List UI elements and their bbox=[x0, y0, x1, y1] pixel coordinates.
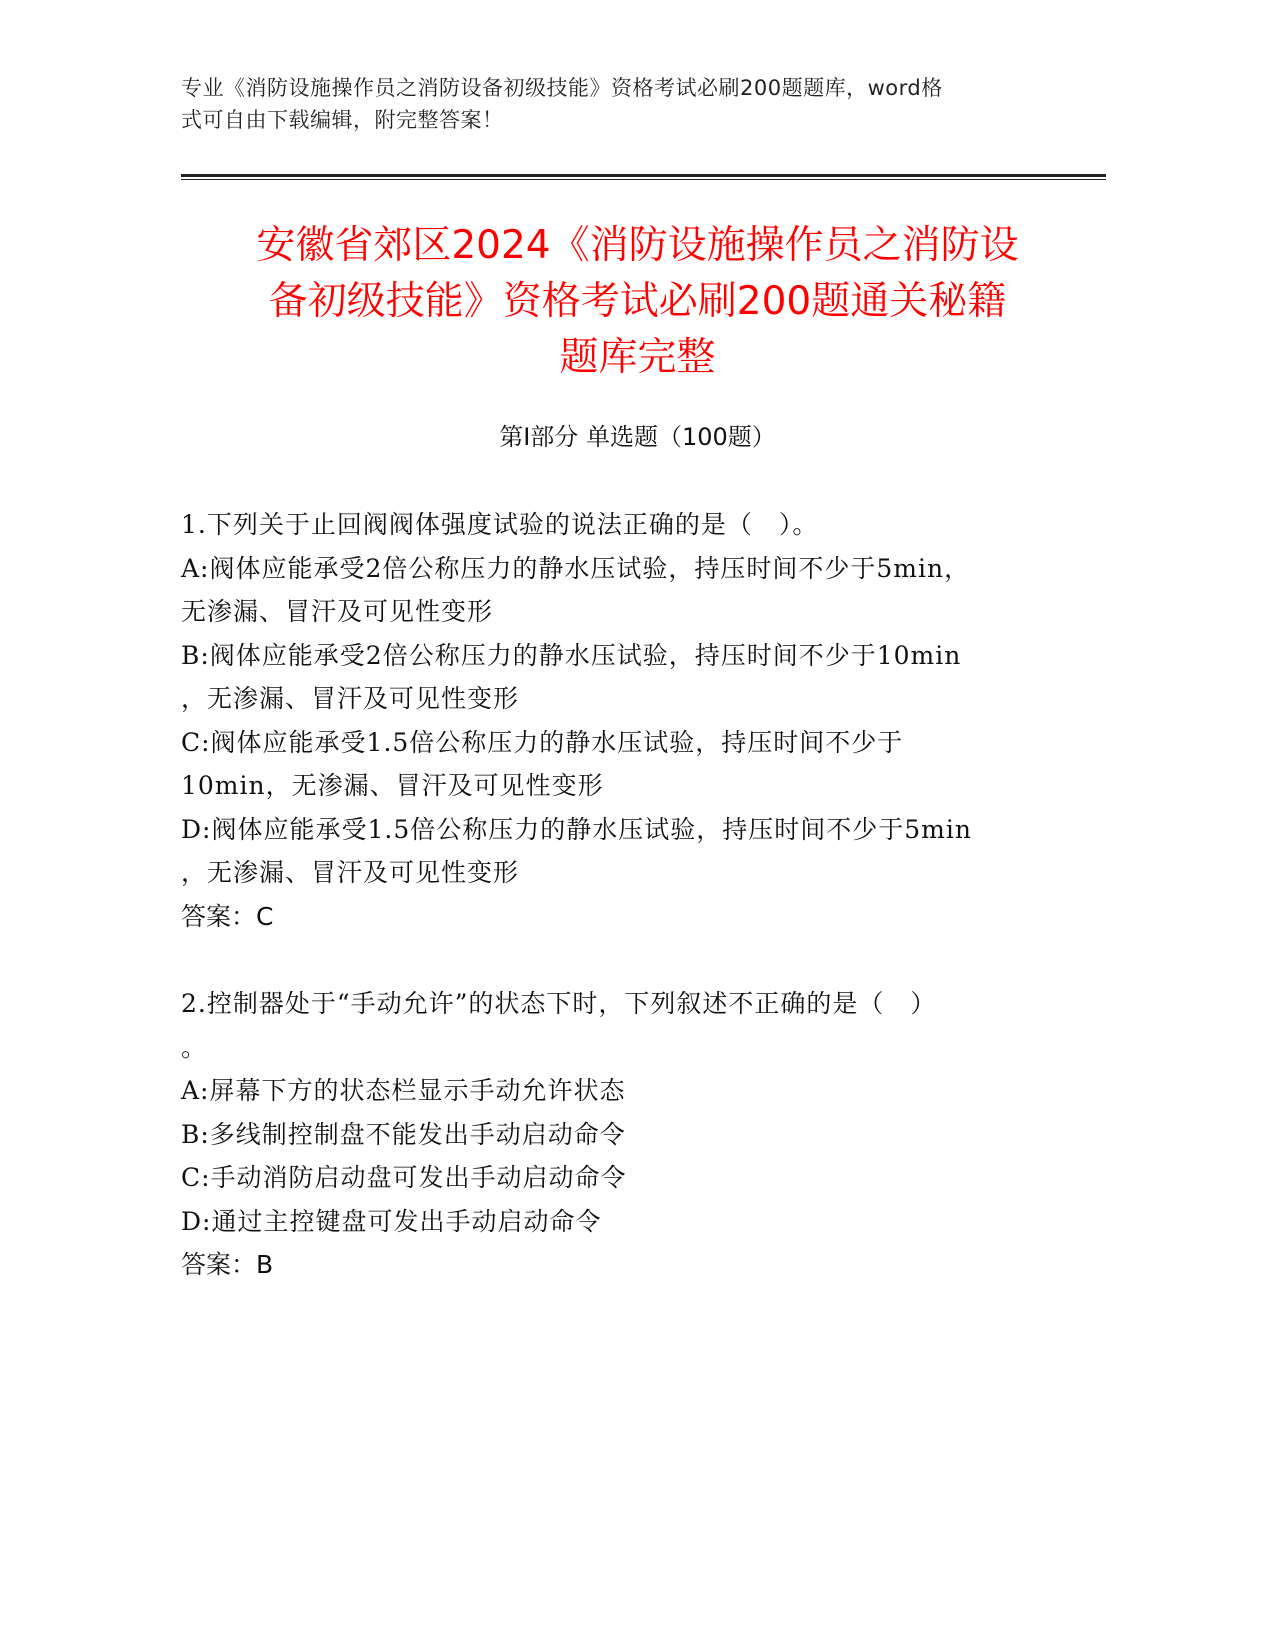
option-d-continued: ，无渗漏、冒汗及可见性变形 bbox=[181, 858, 520, 887]
option-c: C:手动消防启动盘可发出手动启动命令 bbox=[181, 1163, 627, 1192]
answer-line: 答案：B bbox=[181, 1250, 274, 1279]
question-stem-continued: 。 bbox=[181, 1032, 208, 1062]
header-note-line: 式可自由下载编辑，附完整答案！ bbox=[181, 108, 504, 132]
option-b: B:阀体应能承受2倍公称压力的静水压试验，持压时间不少于10min bbox=[181, 640, 962, 670]
option-a: A:屏幕下方的状态栏显示手动允许状态 bbox=[181, 1076, 626, 1105]
answer-line: 答案：C bbox=[181, 901, 274, 931]
option-c-continued: 10min，无渗漏、冒汗及可见性变形 bbox=[181, 771, 604, 800]
option-b-continued: ，无渗漏、冒汗及可见性变形 bbox=[181, 684, 520, 713]
document-title bbox=[150, 218, 1125, 386]
option-a: A:阀体应能承受2倍公称压力的静水压试验，持压时间不少于5min， bbox=[181, 553, 971, 583]
header-divider-thin bbox=[181, 179, 1106, 180]
title-line: 题库完整 bbox=[559, 335, 716, 380]
question-stem: 2.控制器处于“手动允许”的状态下时，下列叙述不正确的是（ ） bbox=[181, 989, 937, 1018]
section-heading: 第I部分 单选题（100题） bbox=[499, 423, 776, 451]
header-note bbox=[181, 72, 1051, 136]
option-d: D:阀体应能承受1.5倍公称压力的静水压试验，持压时间不少于5min bbox=[181, 814, 972, 844]
title-line: 备初级技能》资格考试必刷200题通关秘籍 bbox=[268, 279, 1007, 324]
header-note-line: 专业《消防设施操作员之消防设备初级技能》资格考试必刷200题题库，word格 bbox=[181, 76, 943, 100]
option-d: D:通过主控键盘可发出手动启动命令 bbox=[181, 1206, 602, 1236]
question-stem: 1.下列关于止回阀阀体强度试验的说法正确的是（ ）。 bbox=[181, 510, 819, 539]
header-divider-thick bbox=[181, 174, 1106, 177]
option-b: B:多线制控制盘不能发出手动启动命令 bbox=[181, 1119, 626, 1149]
question-1 bbox=[181, 503, 1061, 938]
option-a-continued: 无渗漏、冒汗及可见性变形 bbox=[181, 597, 494, 626]
question-2 bbox=[181, 982, 1061, 1287]
option-c: C:阀体应能承受1.5倍公称压力的静水压试验，持压时间不少于 bbox=[181, 727, 904, 757]
title-line: 安徽省郊区2024《消防设施操作员之消防设 bbox=[256, 223, 1019, 268]
